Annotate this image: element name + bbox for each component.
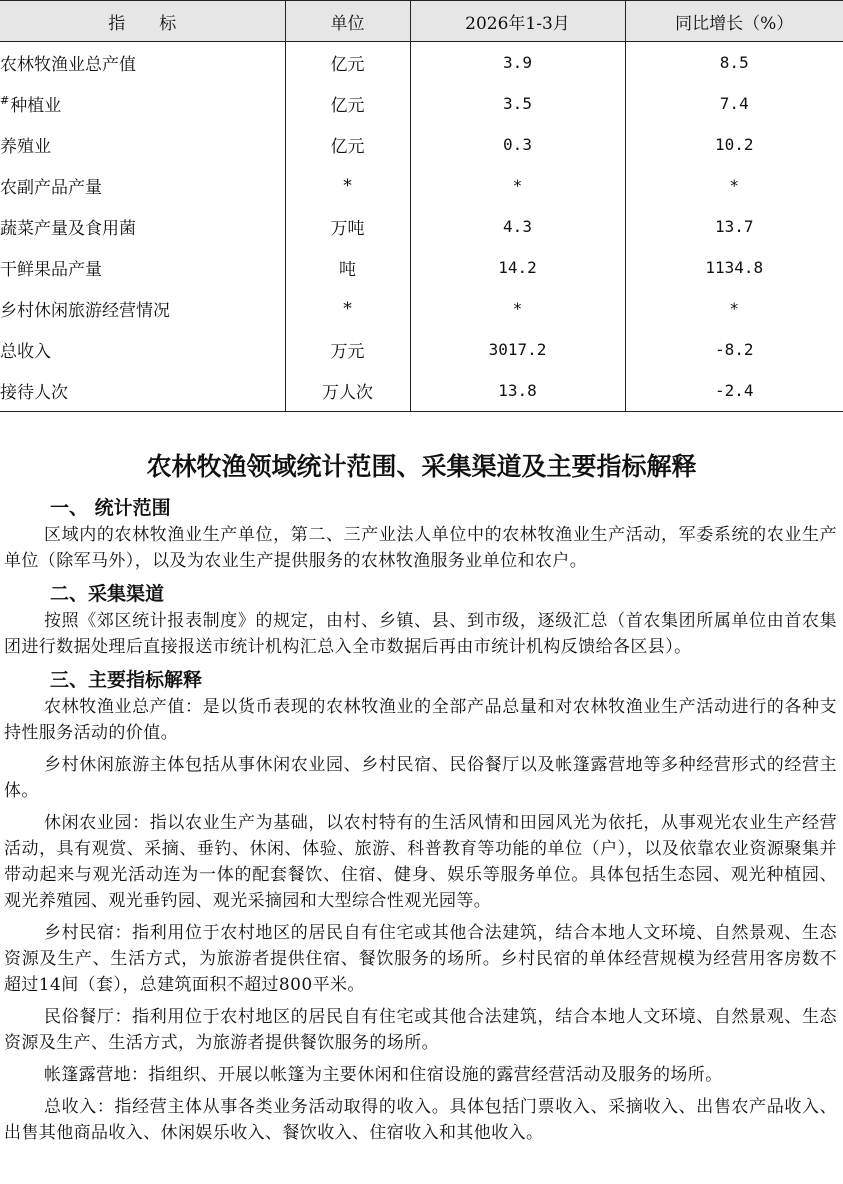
- row-indicator: 农林牧渔业总产值: [0, 55, 136, 75]
- table-row: [0, 288, 843, 329]
- row-indicator-label: 种植业: [10, 96, 62, 116]
- row-value: 0.3: [410, 124, 625, 165]
- row-value: 14.2: [410, 247, 625, 288]
- row-growth: -8.2: [625, 329, 843, 370]
- header-growth: 同比增长（%）: [625, 1, 843, 42]
- row-indicator: 养殖业: [0, 137, 51, 157]
- indicator-paragraph-campsite: 帐篷露营地：指组织、开展以帐篷为主要休闲和住宿设施的露营经营活动及服务的场所。: [44, 1065, 723, 1085]
- row-indicator: 乡村休闲旅游经营情况: [0, 301, 170, 321]
- row-indicator: 农副产品产量: [0, 178, 102, 198]
- table-row: [0, 370, 843, 412]
- row-growth: -2.4: [625, 370, 843, 412]
- table-row: [0, 247, 843, 288]
- indicator-paragraph-total-output: 农林牧渔业总产值：是以货币表现的农林牧渔业的全部产品总量和对农林牧渔业生产活动进行的各种支持性服务活动的价值。: [4, 697, 837, 743]
- indicator-paragraph-homestay: 乡村民宿：指利用位于农村地区的居民自有住宅或其他合法建筑，结合本地人文环境、自然景观、生态资源及生产、生活方式，为旅游者提供住宿、餐饮服务的场所。乡村民宿的单体经营规模为经营用客房数不超过14间（套），总建筑面积不超过800平米。: [4, 923, 837, 995]
- row-unit: 亿元: [285, 42, 410, 84]
- table-row: [0, 124, 843, 165]
- table-row: [0, 83, 843, 124]
- statistics-table: [0, 0, 843, 412]
- doc-title: 农林牧渔领域统计范围、采集渠道及主要指标解释: [146, 452, 697, 481]
- indicator-paragraph-leisure-park: 休闲农业园：指以农业生产为基础，以农村特有的生活风情和田园风光为依托，从事观光农业生产经营活动，具有观赏、采摘、垂钓、休闲、体验、旅游、科普教育等功能的单位（户），以及依靠农业资源聚集并带动起来与观光活动连为一体的配套餐饮、住宿、健身、娱乐等服务单位。具体包括生态园、观光种植园、观光养殖园、观光垂钓园、观光采摘园和大型综合性观光园等。: [4, 813, 837, 911]
- table-row: [0, 206, 843, 247]
- row-growth: *: [625, 165, 843, 206]
- section-heading-channels: 二、采集渠道: [50, 583, 165, 605]
- row-growth: 10.2: [625, 124, 843, 165]
- table-row: [0, 329, 843, 370]
- row-unit: 万人次: [285, 370, 410, 412]
- row-indicator: 蔬菜产量及食用菌: [0, 219, 136, 239]
- row-unit: 亿元: [285, 83, 410, 124]
- row-value: 13.8: [410, 370, 625, 412]
- row-indicator: [0, 83, 285, 124]
- row-indicator: 接待人次: [0, 370, 285, 412]
- row-unit: *: [285, 288, 410, 329]
- row-indicator: 总收入: [0, 342, 51, 362]
- table-row: [0, 165, 843, 206]
- indicator-paragraph-folk-restaurant: 民俗餐厅：指利用位于农村地区的居民自有住宅或其他合法建筑，结合本地人文环境、自然景观、生态资源及生产、生活方式，为旅游者提供餐饮服务的场所。: [4, 1007, 837, 1053]
- section-heading-indicators: 三、主要指标解释: [50, 669, 203, 691]
- section-heading-scope: 一、 统计范围: [50, 497, 171, 519]
- row-unit: *: [285, 165, 410, 206]
- row-growth: 1134.8: [625, 247, 843, 288]
- row-value: 4.3: [410, 206, 625, 247]
- row-indicator: 干鲜果品产量: [0, 260, 102, 280]
- row-unit: 吨: [285, 247, 410, 288]
- row-value: 3.5: [410, 83, 625, 124]
- row-value: *: [410, 288, 625, 329]
- indicator-paragraph-total-income: 总收入：指经营主体从事各类业务活动取得的收入。具体包括门票收入、采摘收入、出售农产品收入、出售其他商品收入、休闲娱乐收入、餐饮收入、住宿收入和其他收入。: [4, 1097, 837, 1143]
- row-value: 3.9: [410, 42, 625, 84]
- row-unit: 亿元: [285, 124, 410, 165]
- scope-paragraph: 区域内的农林牧渔业生产单位，第二、三产业法人单位中的农林牧渔业生产活动，军委系统的农业生产单位（除军马外），以及为农业生产提供服务的农林牧渔服务业单位和农户。: [4, 525, 837, 571]
- table-header-row: [0, 1, 843, 42]
- header-period: 2026年1-3月: [410, 1, 625, 42]
- row-growth: 13.7: [625, 206, 843, 247]
- row-unit: 万元: [285, 329, 410, 370]
- explanatory-notes: [0, 450, 843, 1152]
- row-growth: 8.5: [625, 42, 843, 84]
- footnote-mark: #: [0, 94, 10, 107]
- table-row: [0, 42, 843, 84]
- row-value: *: [410, 165, 625, 206]
- row-growth: *: [625, 288, 843, 329]
- header-indicator: 指 标: [0, 1, 285, 42]
- row-growth: 7.4: [625, 83, 843, 124]
- indicator-paragraph-rural-tourism: 乡村休闲旅游主体包括从事休闲农业园、乡村民宿、民俗餐厅以及帐篷露营地等多种经营形式的经营主体。: [4, 755, 837, 801]
- channels-paragraph: 按照《郊区统计报表制度》的规定，由村、乡镇、县、到市级，逐级汇总（首农集团所属单位由首农集团进行数据处理后直接报送市统计机构汇总入全市数据后再由市统计机构反馈给各区县）。: [4, 611, 837, 657]
- row-unit: 万吨: [285, 206, 410, 247]
- header-unit: 单位: [285, 1, 410, 42]
- row-value: 3017.2: [410, 329, 625, 370]
